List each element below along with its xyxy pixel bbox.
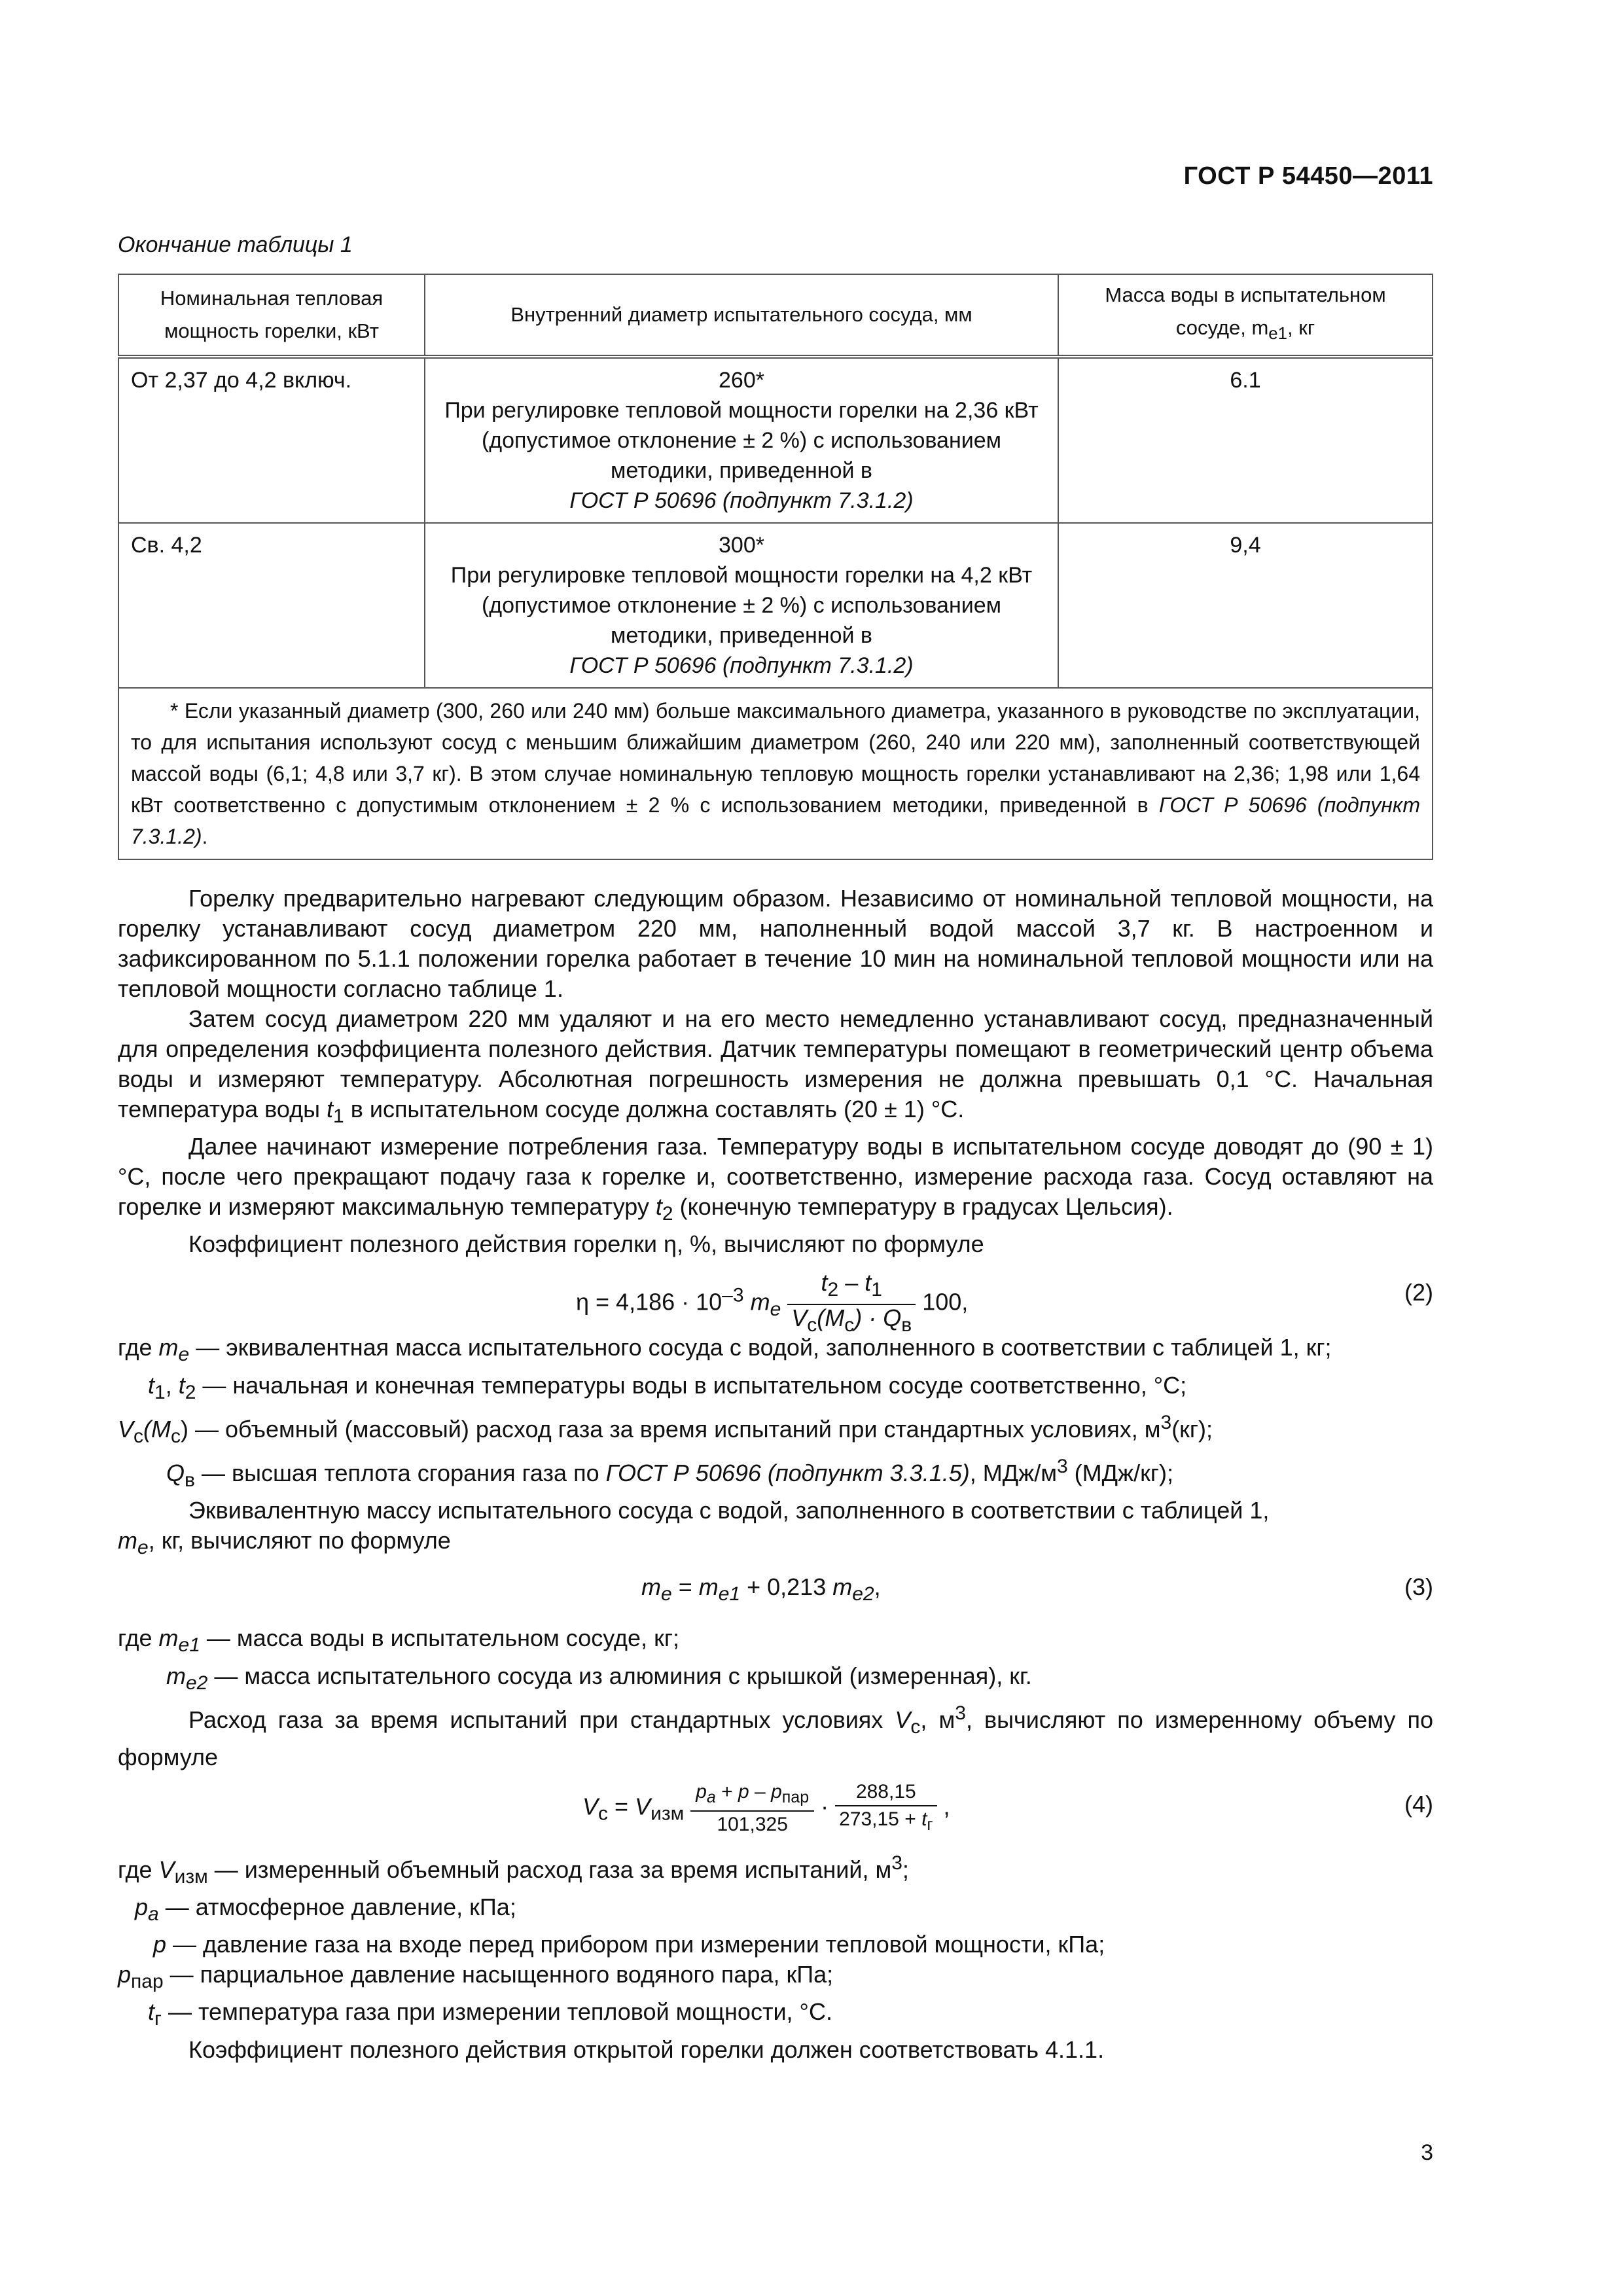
table-footnote: * Если указанный диаметр (300, 260 или 240 мм) больше максимального диаметра, указанного в руководстве по эксплуатации, то для испытания используют сосуд с меньшим ближайшим диаметром (260, 240 или 220 мм), заполненный соответствующей массой воды (6,1; 4,8 или 3,7 кг). В этом случае номинальную тепловую мощность горелки устанавливают на 2,36; 1,98 или 1,64 кВт соответственно с допустимым отклонением ± 2 % с использованием методики, приведенной в ГОСТ Р 50696 (подпункт 7.3.1.2). xyxy=(118,688,1433,859)
table-continuation-caption: Окончание таблицы 1 xyxy=(118,232,353,257)
header-power: Номинальная тепловая мощность горелки, кВт xyxy=(118,274,425,357)
document-page xyxy=(118,0,1433,2296)
cell-diameter: 260* При регулировке тепловой мощности горелки на 2,36 кВт (допустимое отклонение ± 2 %) с использованием методики, приведенной в ГОСТ Р 50696 (подпункт 7.3.1.2) xyxy=(425,357,1058,523)
paragraph: Коэффициент полезного действия горелки η, %, вычисляют по формуле xyxy=(188,1230,984,1258)
formula-number: (4) xyxy=(1404,1790,1433,1818)
header-mass: Масса воды в испытательном сосуде, $m_{e1}$, кг xyxy=(1058,274,1433,357)
paragraph: Расход газа за время испытаний при стандартных условиях $V_c$, $м^3$, вычисляют по измеренному объему по формуле xyxy=(118,1702,1433,1770)
formula-3: $m_e = m_{e1} + 0,213$ $m_{e2}$, (3) xyxy=(641,1573,1433,1605)
cell-power: Св. 4,2 xyxy=(118,523,425,688)
definition: p — давление газа на входе перед прибором при измерении тепловой мощности, кПа; xyxy=(153,1931,1105,1958)
cell-diameter: 300* При регулировке тепловой мощности горелки на 4,2 кВт (допустимое отклонение ± 2 %) с использованием методики, приведенной в ГОСТ Р 50696 (подпункт 7.3.1.2) xyxy=(425,523,1058,688)
definition: $Q_в$ — высшая теплота сгорания газа по ГОСТ Р 50696 (подпункт 3.3.1.5), МДж/$м^3$ (МДж/кг); xyxy=(166,1455,1173,1492)
definition: где $V_{изм}$ — измеренный объемный расход газа за время испытаний, $м^3$; xyxy=(118,1852,909,1888)
definition: где $m_e$ — эквивалентная масса испытательного сосуда с водой, заполненного в соответствии с таблицей 1, кг; xyxy=(118,1334,1332,1366)
definition: $t_1$, $t_2$ — начальная и конечная температуры воды в испытательном сосуде соответственно, °С; xyxy=(148,1371,1187,1403)
paragraph-continuation: $m_e$, кг, вычисляют по формуле xyxy=(118,1527,451,1559)
cell-power: От 2,37 до 4,2 включ. xyxy=(118,357,425,523)
paragraph: Коэффициент полезного действия открытой горелки должен соответствовать 4.1.1. xyxy=(188,2036,1105,2063)
paragraph: Затем сосуд диаметром 220 мм удаляют и на его место немедленно устанавливают сосуд, предназначенный для определения коэффициента полезного действия. Датчик температуры помещают в геометрический центр объема воды и измеряют температуру. Абсолютная погрешность измерения не должна превышать 0,1 °С. Начальная температура воды $t_1$ в испытательном сосуде должна составлять (20 ± 1) °С. xyxy=(118,1005,1433,1128)
table-header-row xyxy=(118,274,1433,357)
table-row xyxy=(118,523,1433,688)
document-id: ГОСТ Р 54450—2011 xyxy=(1183,162,1433,190)
table-row xyxy=(118,357,1433,523)
table-footnote-row xyxy=(118,688,1433,859)
definition: $t_г$ — температура газа при измерении тепловой мощности, °С. xyxy=(148,1998,832,2030)
formula-number: (3) xyxy=(1404,1573,1433,1601)
header-diameter: Внутренний диаметр испытательного сосуда, мм xyxy=(425,274,1058,357)
table-1 xyxy=(118,274,1433,860)
definition: $p_{пар}$ — парциальное давление насыщенного водяного пара, кПа; xyxy=(118,1961,834,1993)
formula-number: (2) xyxy=(1404,1279,1433,1306)
paragraph: Эквивалентную массу испытательного сосуда с водой, заполненного в соответствии с таблицей 1, xyxy=(188,1497,1270,1524)
definition: $m_{e2}$ — масса испытательного сосуда из алюминия с крышкой (измеренная), кг. xyxy=(166,1662,1032,1694)
definition: где $m_{e1}$ — масса воды в испытательном сосуде, кг; xyxy=(118,1624,679,1657)
page-number: 3 xyxy=(1421,2140,1433,2165)
cell-mass: 9,4 xyxy=(1058,523,1433,688)
paragraph: Далее начинают измерение потребления газа. Температуру воды в испытательном сосуде доводят до (90 ± 1) °С, после чего прекращают подачу газа к горелке и, соответственно, измерение расхода газа. Сосуд оставляют на горелке и измеряют максимальную температуру $t_2$ (конечную температуру в градусах Цельсия). xyxy=(118,1133,1433,1225)
formula-2: $\eta = 4,186 \cdot 10^{-3}$ $m_e$ $\frac{t_2 - t_1}{V_c(M_c) \cdot Q_в}$ 100, (2) xyxy=(576,1269,1433,1336)
cell-mass: 6.1 xyxy=(1058,357,1433,523)
paragraph: Горелку предварительно нагревают следующим образом. Независимо от номинальной тепловой мощности, на горелку устанавливают сосуд диаметром 220 мм, наполненный водой массой 3,7 кг. В настроенном и зафиксированном по 5.1.1 положении горелка работает в течение 10 мин на номинальной тепловой мощности или на тепловой мощности согласно таблице 1. xyxy=(118,885,1433,1002)
body-text xyxy=(118,884,1433,2065)
formula-4: $V_c = V_{изм}$ $\frac{p_a + p - p_{пар}}{101,325}$ · $\frac{288,15}{273,15 + t_г}$ , (4) xyxy=(118,1772,1433,1848)
definition: $p_a$ — атмосферное давление, кПа; xyxy=(135,1893,516,1926)
definition: $V_c(M_c)$ — объемный (массовый) расход газа за время испытаний при стандартных условиях, $м^3(кг)$; xyxy=(118,1411,1213,1447)
